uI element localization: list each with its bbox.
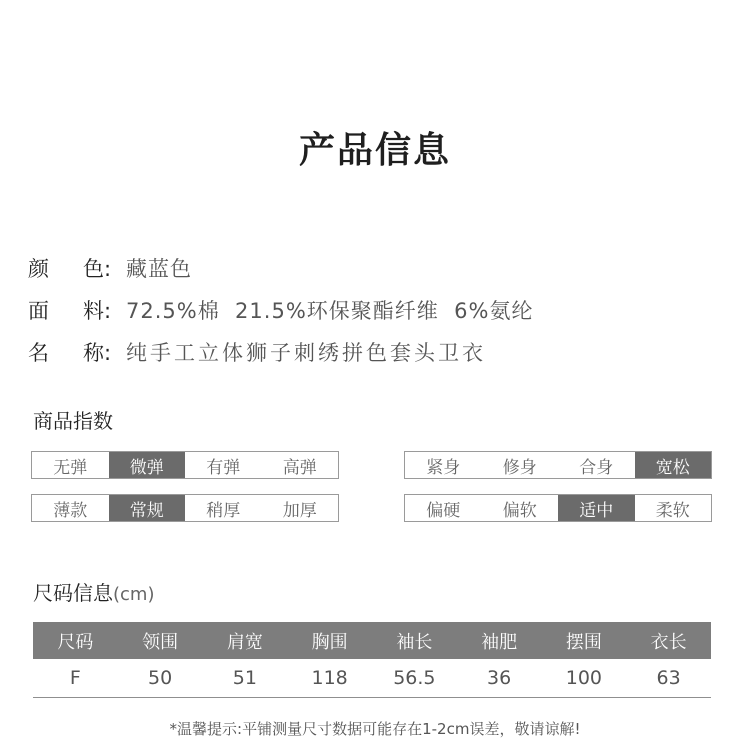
info-label	[28, 337, 126, 367]
label-char: 色	[83, 257, 104, 281]
header-cell: 袖长	[396, 631, 433, 653]
index-option: 紧身	[405, 452, 482, 478]
header-cell: 尺码	[57, 631, 94, 653]
thickness-index	[31, 494, 339, 522]
header-cell: 领围	[142, 631, 179, 653]
table-cell: 50	[148, 667, 173, 689]
softness-index	[404, 494, 712, 522]
label-char: 名	[28, 341, 49, 365]
info-row-color	[28, 253, 192, 285]
label-sep: :	[104, 299, 112, 323]
table-cell: 118	[311, 667, 348, 689]
table-row	[33, 659, 711, 698]
label-char: 称	[83, 341, 104, 365]
index-option: 微弹	[109, 452, 186, 478]
label-char: 料	[83, 299, 104, 323]
measurement-note: *温馨提示:平铺测量尺寸数据可能存在1-2cm误差，敬请谅解!	[169, 720, 581, 738]
info-row-material	[28, 295, 533, 327]
index-option: 高弹	[262, 452, 339, 478]
size-section-title	[33, 577, 154, 606]
size-table	[33, 622, 711, 698]
table-cell: 36	[487, 667, 512, 689]
header-cell: 胸围	[311, 631, 348, 653]
size-unit: (cm)	[113, 584, 155, 605]
table-cell: 100	[565, 667, 602, 689]
table-cell: 63	[656, 667, 681, 689]
index-option: 有弹	[185, 452, 262, 478]
table-cell: F	[69, 667, 81, 689]
index-option: 无弹	[32, 452, 109, 478]
index-option: 宽松	[635, 452, 712, 478]
elasticity-index	[31, 451, 339, 479]
index-option: 偏硬	[405, 495, 482, 521]
index-option: 常规	[109, 495, 186, 521]
index-option: 合身	[558, 452, 635, 478]
header-cell: 肩宽	[226, 631, 263, 653]
label-char: 面	[28, 299, 49, 323]
header-cell: 袖肥	[481, 631, 518, 653]
info-value: 72.5%棉 21.5%环保聚酯纤维 6%氨纶	[126, 299, 534, 323]
index-option: 偏软	[482, 495, 559, 521]
info-label	[28, 253, 126, 283]
index-option: 适中	[558, 495, 635, 521]
info-value: 纯手工立体狮子刺绣拼色套头卫衣	[126, 341, 486, 365]
page-title: 产品信息	[298, 130, 451, 171]
info-value: 藏蓝色	[126, 257, 192, 281]
label-char: 颜	[28, 257, 49, 281]
header-cell: 衣长	[650, 631, 687, 653]
table-cell: 51	[232, 667, 257, 689]
index-option: 加厚	[262, 495, 339, 521]
index-section-title: 商品指数	[33, 409, 113, 433]
label-sep: :	[104, 341, 112, 365]
header-cell: 摆围	[565, 631, 602, 653]
fit-index	[404, 451, 712, 479]
index-option: 稍厚	[185, 495, 262, 521]
label-sep: :	[104, 257, 112, 281]
index-option: 修身	[482, 452, 559, 478]
info-label	[28, 295, 126, 325]
table-cell: 56.5	[393, 667, 436, 689]
size-table-header	[33, 622, 711, 659]
info-row-name	[28, 337, 486, 369]
size-title-text: 尺码信息	[33, 581, 113, 605]
index-option: 柔软	[635, 495, 712, 521]
index-option: 薄款	[32, 495, 109, 521]
